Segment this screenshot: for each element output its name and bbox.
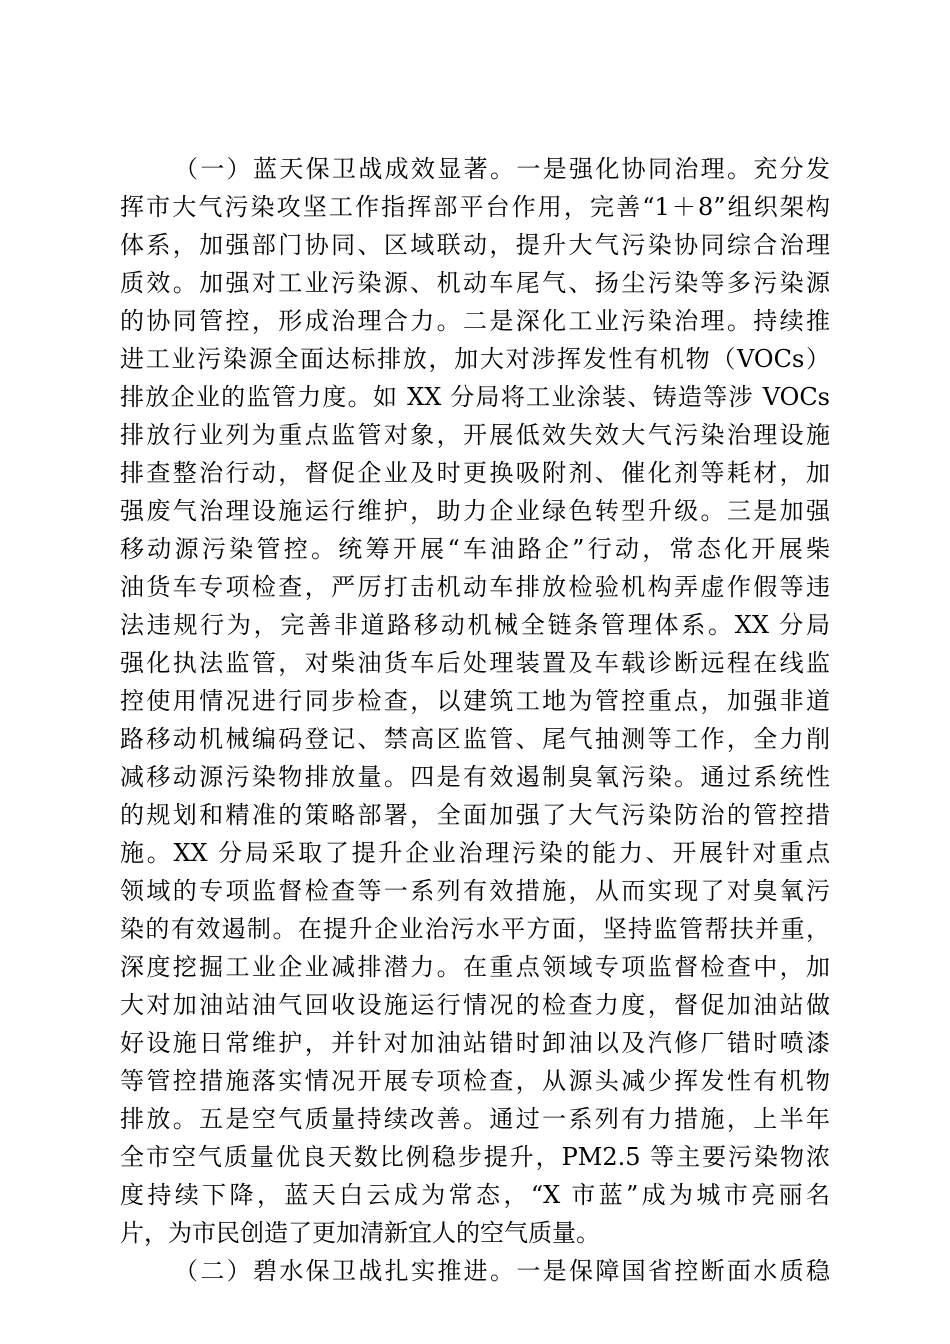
text-line: 排查整治行动，督促企业及时更换吸附剂、催化剂等耗材，加 bbox=[120, 459, 830, 487]
text-line: 移动源污染管控。统筹开展“车油路企”行动，常态化开展柴 bbox=[120, 535, 830, 563]
text-line: 好设施日常维护，并针对加油站错时卸油以及汽修厂错时喷漆 bbox=[120, 1029, 830, 1057]
text-line: 等管控措施落实情况开展专项检查，从源头减少挥发性有机物 bbox=[120, 1067, 830, 1095]
text-line: 全市空气质量优良天数比例稳步提升，PM2.5 等主要污染物浓 bbox=[120, 1143, 830, 1171]
text-line: 的规划和精准的策略部署，全面加强了大气污染防治的管控措 bbox=[120, 801, 830, 829]
text-line: 深度挖掘工业企业减排潜力。在重点领域专项监督检查中，加 bbox=[120, 953, 830, 981]
text-line: 法违规行为，完善非道路移动机械全链条管理体系。XX 分局 bbox=[120, 611, 830, 639]
text-line: 减移动源污染物排放量。四是有效遏制臭氧污染。通过系统性 bbox=[120, 763, 830, 791]
paragraph-clear-water bbox=[120, 1252, 830, 1290]
text-line: 排放行业列为重点监管对象，开展低效失效大气污染治理设施 bbox=[120, 421, 830, 449]
text-line: 染的有效遏制。在提升企业治污水平方面，坚持监管帮扶并重， bbox=[120, 915, 830, 943]
text-line: 控使用情况进行同步检查，以建筑工地为管控重点，加强非道 bbox=[120, 687, 830, 715]
text-line: 施。XX 分局采取了提升企业治理污染的能力、开展针对重点 bbox=[120, 839, 830, 867]
paragraph-blue-sky bbox=[120, 150, 830, 1252]
text-line: 进工业污染源全面达标排放，加大对涉挥发性有机物（VOCs） bbox=[120, 345, 830, 373]
text-line: 大对加油站油气回收设施运行情况的检查力度，督促加油站做 bbox=[120, 991, 830, 1019]
text-line: 体系，加强部门协同、区域联动，提升大气污染协同综合治理 bbox=[120, 231, 830, 259]
document-page bbox=[120, 150, 830, 1290]
text-line: 油货车专项检查，严厉打击机动车排放检验机构弄虚作假等违 bbox=[120, 573, 830, 601]
text-line: 强化执法监管，对柴油货车后处理装置及车载诊断远程在线监 bbox=[120, 649, 830, 677]
text-line: 挥市大气污染攻坚工作指挥部平台作用，完善“1＋8”组织架构 bbox=[120, 193, 830, 221]
text-line: 领域的专项监督检查等一系列有效措施，从而实现了对臭氧污 bbox=[120, 877, 830, 905]
text-line: 度持续下降，蓝天白云成为常态，“X 市蓝”成为城市亮丽名 bbox=[120, 1181, 830, 1209]
text-line: 排放企业的监管力度。如 XX 分局将工业涂装、铸造等涉 VOCs bbox=[120, 383, 830, 411]
text-line: 的协同管控，形成治理合力。二是深化工业污染治理。持续推 bbox=[120, 307, 830, 335]
text-line: （一）蓝天保卫战成效显著。一是强化协同治理。充分发 bbox=[174, 155, 830, 183]
text-line: 排放。五是空气质量持续改善。通过一系列有力措施，上半年 bbox=[120, 1105, 830, 1133]
text-line: （二）碧水保卫战扎实推进。一是保障国省控断面水质稳 bbox=[174, 1257, 830, 1285]
text-line: 质效。加强对工业污染源、机动车尾气、扬尘污染等多污染源 bbox=[120, 269, 830, 297]
text-line: 路移动机械编码登记、禁高区监管、尾气抽测等工作，全力削 bbox=[120, 725, 830, 753]
text-line: 片，为市民创造了更加清新宜人的空气质量。 bbox=[120, 1219, 600, 1247]
text-line: 强废气治理设施运行维护，助力企业绿色转型升级。三是加强 bbox=[120, 497, 830, 525]
